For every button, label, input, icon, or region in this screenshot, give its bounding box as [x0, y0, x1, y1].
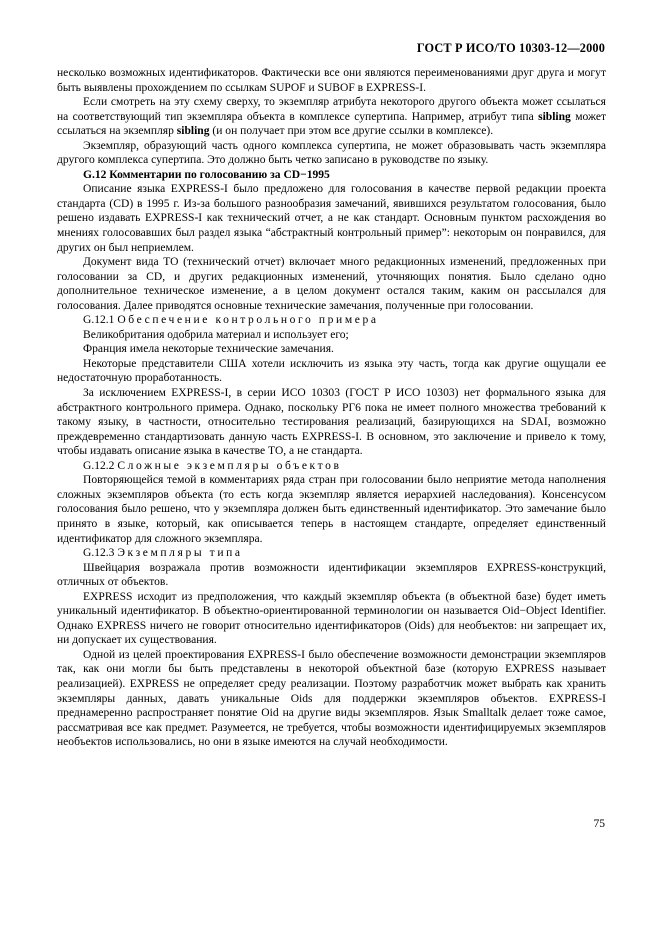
paragraph: Документ вида ТО (технический отчет) включает много редакционных изменений, предложенных при голосовании за CD, и других редакционных изменений, уточняющих понятия. Было сделано одно дополнительное техническое изменение, а в целом документ остался таким, каким он рассылался для голосования. Далее приводятся основные технические замечания, полученные при голосовании.: [57, 256, 606, 312]
heading-label: Сложные экземпляры объектов: [117, 459, 342, 472]
heading-number: G.12.1: [83, 314, 118, 327]
heading-g-12: G.12 Комментарии по голосованию за CD−1995: [83, 168, 330, 181]
paragraph-text-segment: (и он получает при этом все другие ссылки в комплексе).: [209, 125, 494, 138]
term-sibling-2: sibling: [176, 125, 210, 138]
heading-label: Экземпляры типа: [117, 547, 243, 560]
heading-g-12-2: [57, 459, 606, 474]
heading-g-12-1: [57, 313, 606, 328]
running-header: ГОСТ Р ИСО/ТО 10303-12—2000: [416, 41, 605, 55]
paragraph: Швейцария возражала против возможности идентификации экземпляров EXPRESS-конструкций, отличных от объектов.: [57, 561, 606, 589]
page-number: 75: [593, 818, 605, 830]
paragraph: EXPRESS исходит из предположения, что каждый экземпляр объекта (в объектной базе) будет иметь уникальный идентификатор. В объектно-ориентированной терминологии он называется Oid−Object Identifier. Однако EXPRESS ничего не говорит относительно идентификаторов (Oids) для необъектов: ни запрещает их, ни допускает их существования.: [57, 590, 606, 647]
heading-g-12-3: [57, 546, 606, 561]
heading-label: Обеспечение контрольного примера: [117, 314, 379, 327]
paragraph: [57, 95, 606, 139]
paragraph: Одной из целей проектирования EXPRESS-I было обеспечение возможности демонстрации экземпляров так, как они могли бы быть представлены в некоторой объектной базе (которую EXPRESS называет реализацией). EXPRESS не определяет среду реализации. Поэтому разработчик может выбрать как хранить экземпляры данных, давать уникальные Oids для поддержки экземпляров объектов. EXPRESS-I преднамеренно распространяет понятие Oid на другие виды экземпляров. Язык Smalltalk делает тоже самое, рассматривая все как предмет. Разумеется, не требуется, чтобы возможности идентифицируемых экземпляров необъектов использовались, но они в языке имеются на случай необходимости.: [57, 648, 606, 749]
paragraph-text-segment: может ссылаться на экземпляр: [57, 110, 606, 138]
paragraph-text-segment: Если смотреть на эту схему сверху, то экземпляр атрибута некоторого другого объекта может ссылаться на соответствующий тип экземпляра объекта в комплексе супертипа. Например, атрибут типа: [57, 96, 606, 123]
paragraph: Повторяющейся темой в комментариях ряда стран при голосовании было неприятие метода наполнения сложных экземпляров объекта (то есть когда экземпляр является иерархией наследования). Консенсусом голосования было решено, что у экземпляра должен быть единственный идентификатор. Это замечание было принято в языке, который, как описывается теперь в настоящем стандарте, определяет единственный идентификатор для сложного экземпляра.: [57, 474, 606, 545]
heading-number: G.12.3: [83, 547, 118, 560]
body-text-column: [57, 66, 606, 750]
paragraph: Некоторые представители США хотели исключить из языка эту часть, тогда как другие ощущали ее недостаточную проработанность.: [57, 357, 606, 385]
paragraph: Великобритания одобрила материал и использует его;: [83, 328, 349, 341]
term-sibling-1: sibling: [538, 110, 571, 123]
heading-number: G.12.2: [83, 459, 118, 472]
paragraph: За исключением EXPRESS-I, в серии ИСО 10303 (ГОСТ Р ИСО 10303) нет формального языка для абстрактного контрольного примера. Однако, поскольку РГ6 пока не имеет полного множества требований к такому языку, в частности, относительно тестирования реализаций, базирующихся на SDAI, возможно преждевременно стандартизовать данную часть EXPRESS-I. В основном, это заключение и привело к тому, чтобы издавать описание языка в качестве ТО, а не стандарта.: [57, 387, 606, 458]
paragraph: Экземпляр, образующий часть одного комплекса супертипа, не может образовывать часть экземпляра другого комплекса супертипа. Это должно быть четко записано в руководстве по языку.: [57, 139, 606, 167]
paragraph: Описание языка EXPRESS-I было предложено для голосования в качестве первой редакции проекта стандарта (CD) в 1995 г. Из-за большого разнообразия замечаний, явившихся результатом голосования, было решено издавать EXPRESS-I как технический отчет, а не как стандарт. Основным пунктом расхождения во мнениях голосовавших был раздел языка “абстрактный контрольный пример”: некоторым он понравился, для других он был неприемлем.: [57, 183, 606, 254]
paragraph-continuation: несколько возможных идентификаторов. Фактически все они являются переименованиями друг друга и могут быть выявлены прохождением по ссылкам SUPOF и SUBOF в EXPRESS-I.: [57, 67, 606, 94]
paragraph: Франция имела некоторые технические замечания.: [83, 343, 334, 356]
